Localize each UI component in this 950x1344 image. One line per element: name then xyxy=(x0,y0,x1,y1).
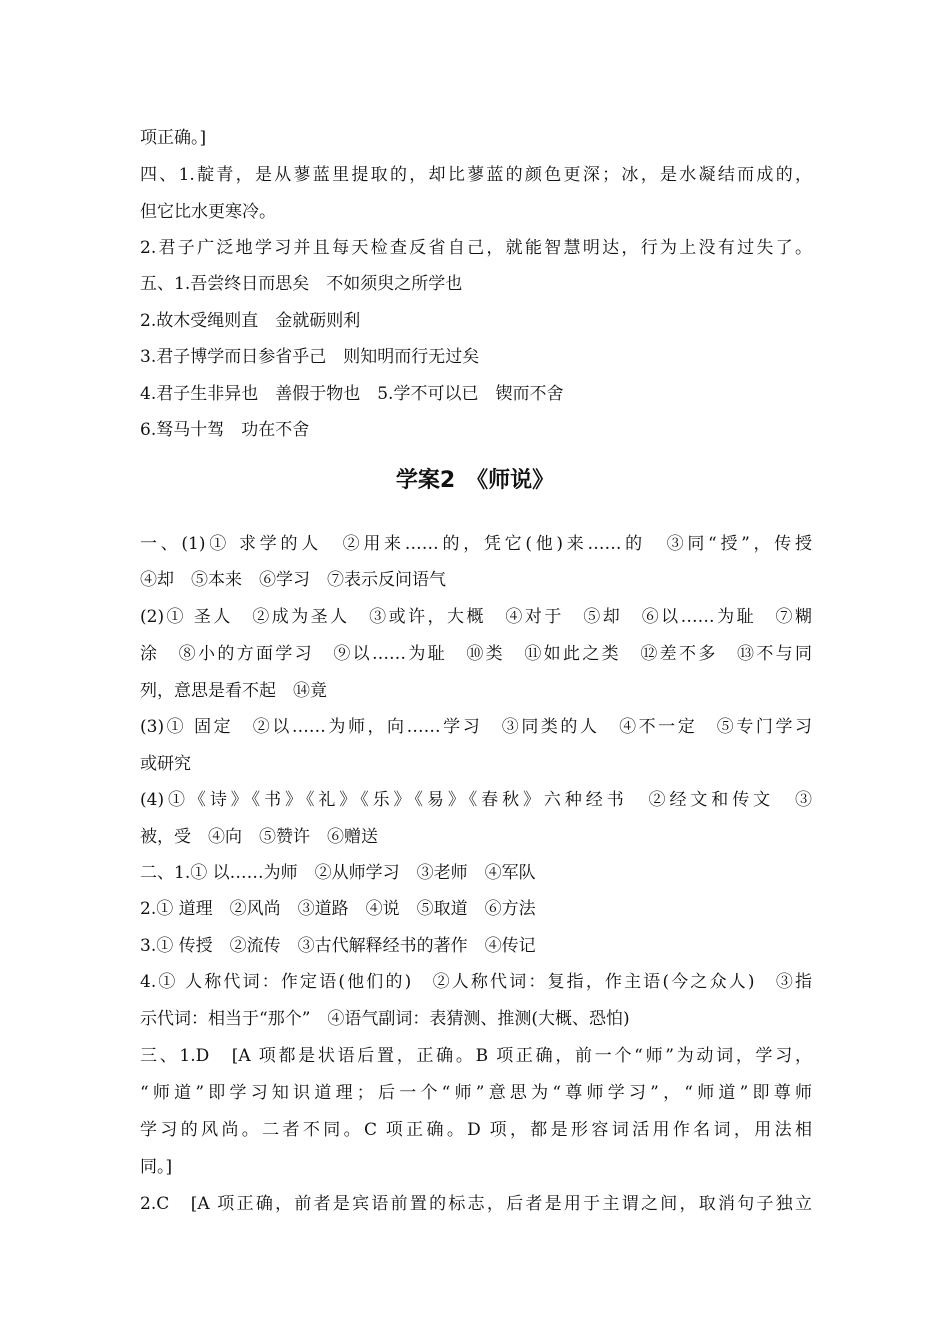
text-line: 二、1.① 以……为师 ②从师学习 ③老师 ④军队 xyxy=(140,863,536,883)
section-title: 学案2 《师说》 xyxy=(395,468,555,493)
text-line: 同。] xyxy=(140,1157,173,1177)
text-line: 列，意思是看不起 ⑭竟 xyxy=(140,681,327,701)
text-line: 4.① 人称代词：作定语(他们的) ②人称代词：复指，作主语(今之众人) ③指 xyxy=(140,972,812,992)
text-line: 2.故木受绳则直 金就砺则利 xyxy=(140,311,361,331)
text-line: 学习的风尚。二者不同。C 项正确。D 项，都是形容词活用作名词，用法相 xyxy=(140,1120,812,1140)
text-line: 三、1.D [A 项都是状语后置，正确。B 项正确，前一个“师”为动词，学习， xyxy=(140,1046,812,1066)
text-line: (3)① 固定 ②以……为师，向……学习 ③同类的人 ④不一定 ⑤专门学习 xyxy=(140,717,812,737)
text-line: 五、1.吾尝终日而思矣 不如须臾之所学也 xyxy=(140,274,463,294)
text-line: “师道”即学习知识道理；后一个“师”意思为“尊师学习”，“师道”即尊师 xyxy=(140,1083,812,1103)
text-line: ④却 ⑤本来 ⑥学习 ⑦表示反问语气 xyxy=(140,570,446,590)
text-line: 示代词：相当于“那个” ④语气副词：表猜测、推测(大概、恐怕) xyxy=(140,1009,630,1029)
text-line: 3.① 传授 ②流传 ③古代解释经书的著作 ④传记 xyxy=(140,936,536,956)
text-line: 涂 ⑧小的方面学习 ⑨以……为耻 ⑩类 ⑪如此之类 ⑫差不多 ⑬不与同 xyxy=(140,644,812,664)
text-line: 或研究 xyxy=(140,754,191,774)
text-line: 一、(1)① 求学的人 ②用来……的，凭它(他)来……的 ③同“授”，传授 xyxy=(140,534,812,554)
text-line: 被，受 ④向 ⑤赞许 ⑥赠送 xyxy=(140,827,378,847)
text-line: 但它比水更寒冷。 xyxy=(140,202,276,222)
text-line: (4)①《诗》《书》《礼》《乐》《易》《春秋》六种经书 ②经文和传文 ③ xyxy=(140,790,812,810)
text-line: 3.君子博学而日参省乎己 则知明而行无过矣 xyxy=(140,347,480,367)
text-line: 项正确。] xyxy=(140,128,207,148)
text-line: (2)① 圣人 ②成为圣人 ③或许，大概 ④对于 ⑤却 ⑥以……为耻 ⑦糊 xyxy=(140,607,812,627)
text-line: 四、1.靛青，是从蓼蓝里提取的，却比蓼蓝的颜色更深；冰，是水凝结而成的， xyxy=(140,165,812,185)
text-line: 4.君子生非异也 善假于物也 5.学不可以已 锲而不舍 xyxy=(140,384,564,404)
text-line: 2.君子广泛地学习并且每天检查反省自己，就能智慧明达，行为上没有过失了。 xyxy=(140,238,812,258)
text-line: 6.驽马十驾 功在不舍 xyxy=(140,420,310,440)
text-line: 2.C [A 项正确，前者是宾语前置的标志，后者是用于主谓之间，取消句子独立 xyxy=(140,1194,812,1214)
text-line: 2.① 道理 ②风尚 ③道路 ④说 ⑤取道 ⑥方法 xyxy=(140,899,536,919)
